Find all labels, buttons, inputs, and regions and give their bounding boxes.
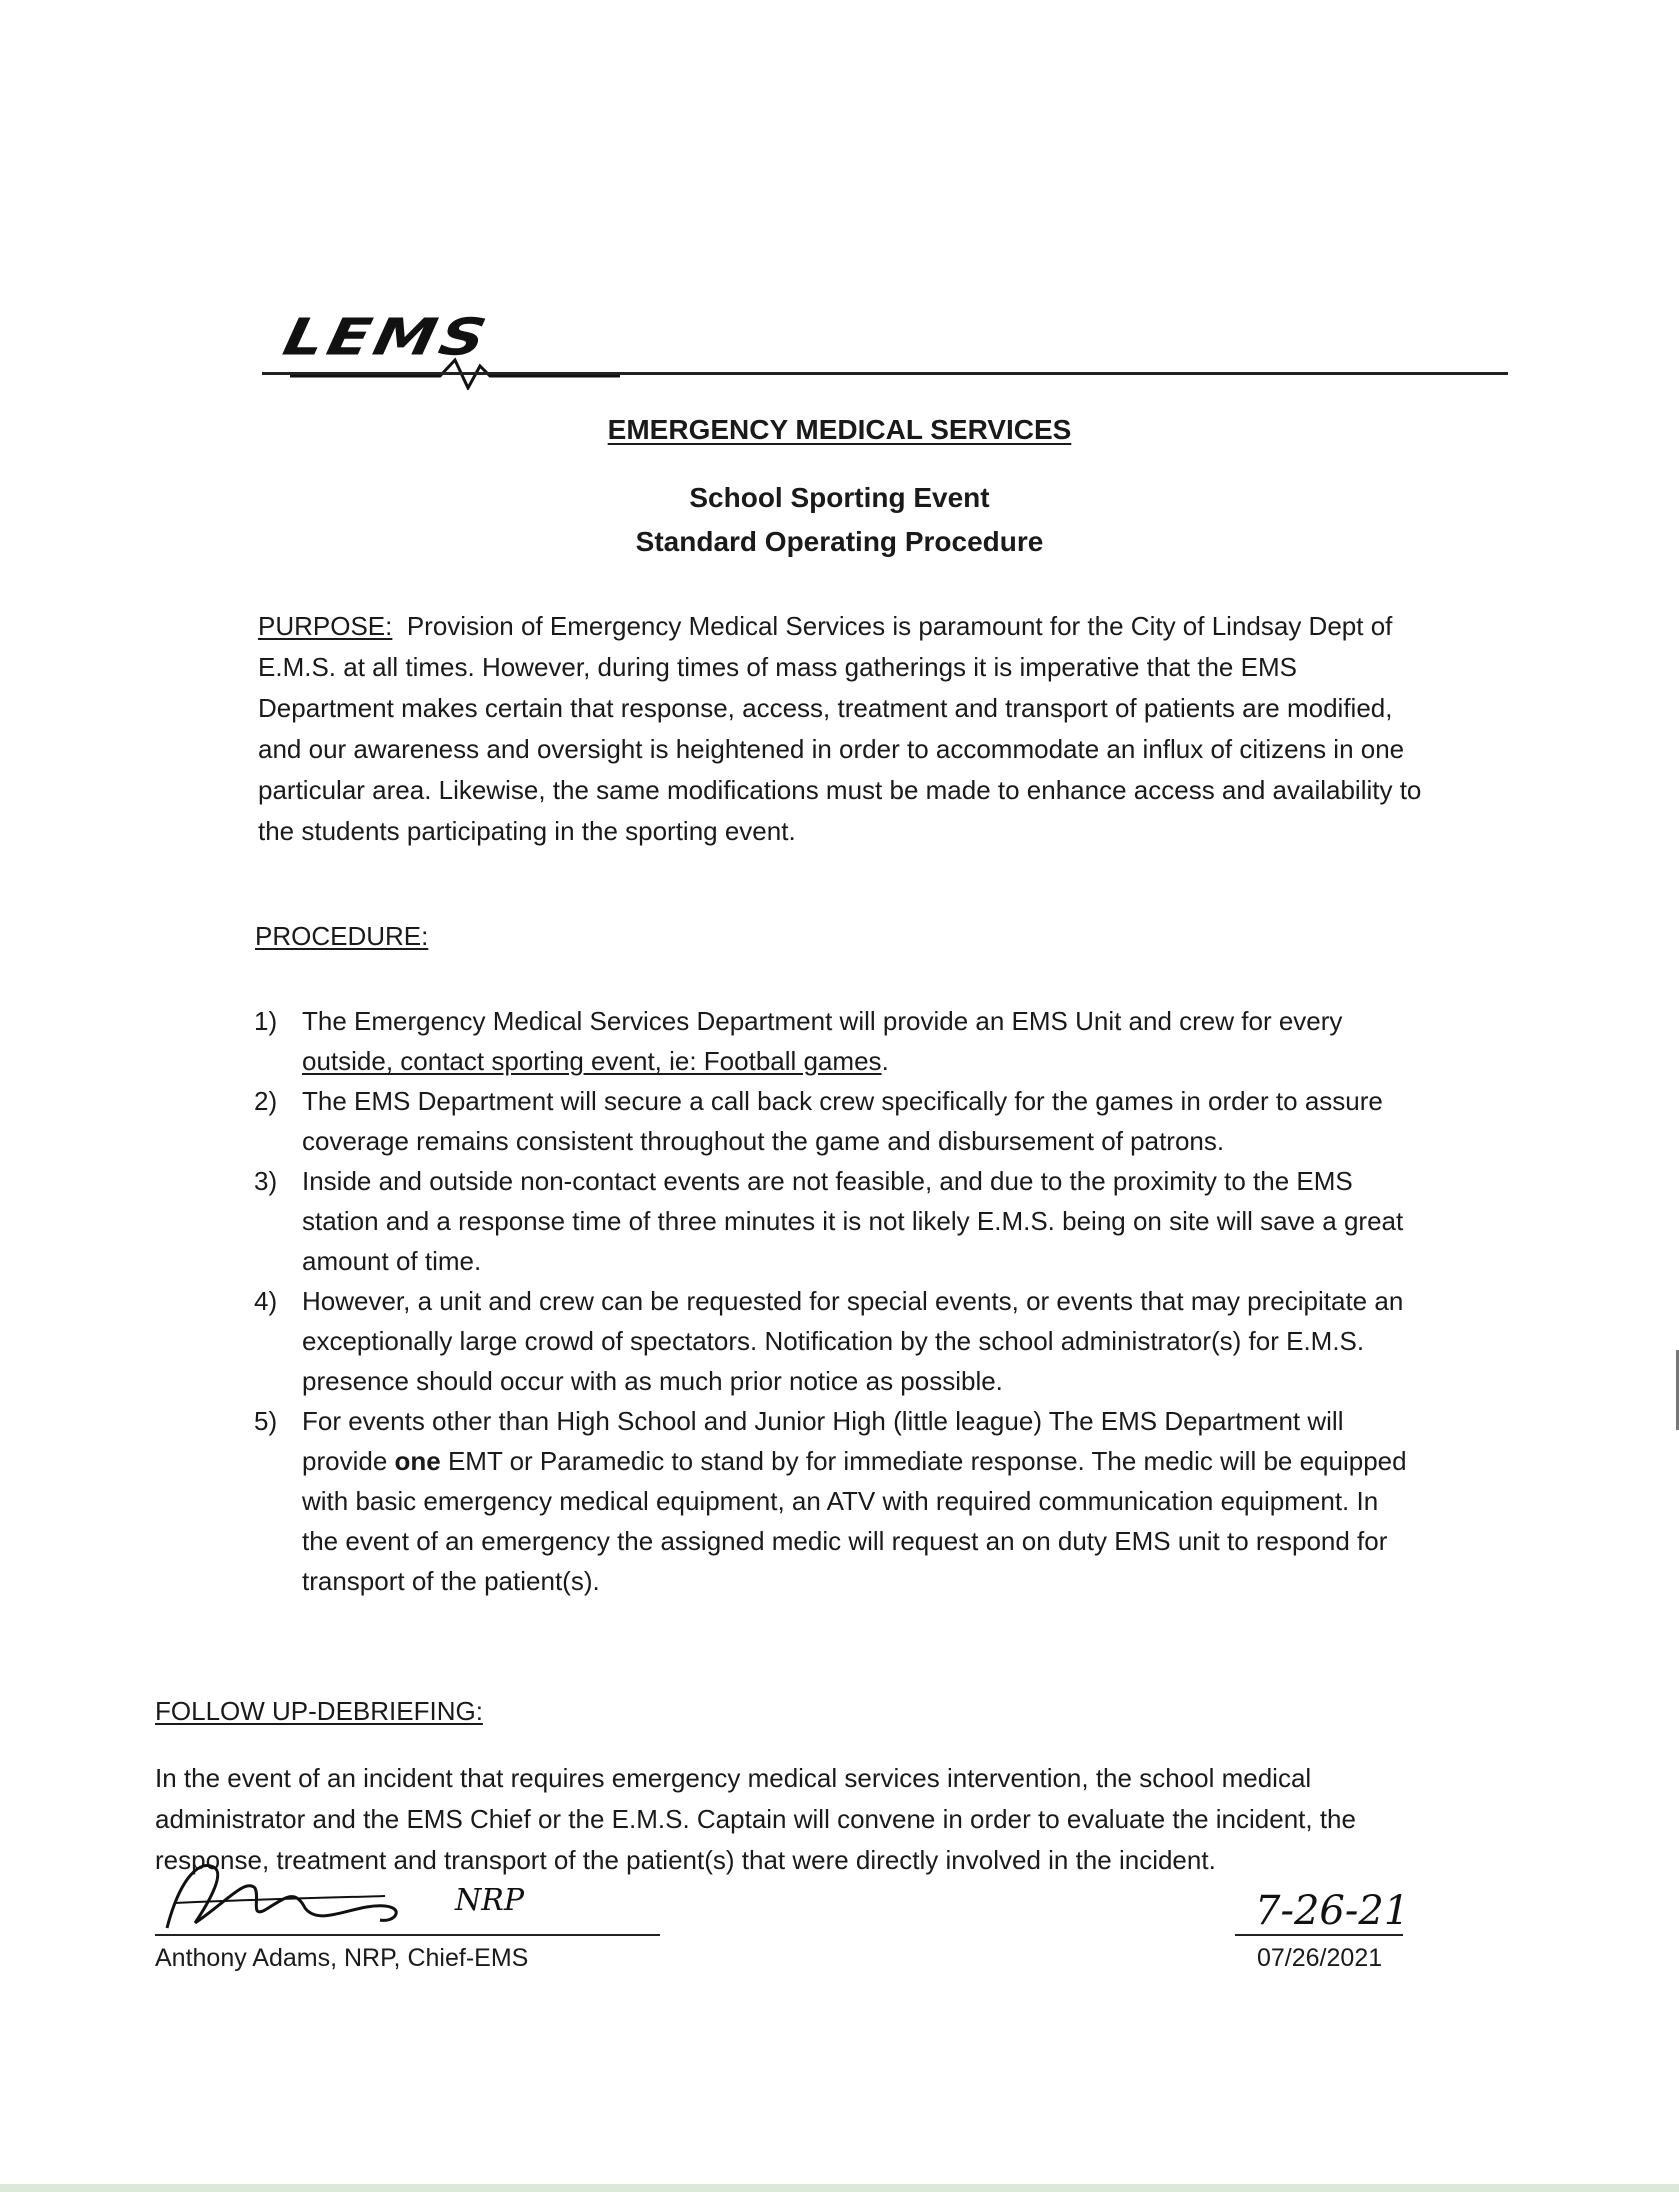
document-subtitle-1: School Sporting Event xyxy=(689,482,990,513)
typed-date: 07/26/2021 xyxy=(1257,1944,1383,1972)
purpose-text: Provision of Emergency Medical Services is paramount for the City of Lindsay Dept of E.M.S. at all times. However, during times of mass gatherings it is imperative that the EMS Department makes certain that response, access, treatment and transport of patients are modified, and our awareness and oversight is heightened in order to accommodate an influx of citizens in one particular area. Likewise, the same modifications must be made to enhance access and availability to the students participating in the sporting event. xyxy=(258,611,1422,846)
handwritten-date: 7-26-21 xyxy=(1255,1888,1410,1934)
signature-suffix: NRP xyxy=(455,1883,525,1918)
scan-bottom-band xyxy=(0,2184,1679,2192)
item-text: The Emergency Medical Services Department will provide an EMS Unit and crew for every xyxy=(302,1006,1343,1036)
item-text-end: . xyxy=(881,1046,889,1076)
procedure-item-1 xyxy=(254,1001,1414,1081)
follow-up-paragraph: In the event of an incident that requires emergency medical services intervention, the school medical administrator and the EMS Chief or the E.M.S. Captain will convene in order to evaluate the incident, the response, treatment and transport of the patient(s) that were directly involved in the incident. xyxy=(155,1763,1356,1875)
item-number: 3) xyxy=(254,1166,278,1196)
item-number: 2) xyxy=(254,1086,278,1116)
item-text-bold: one xyxy=(394,1446,441,1476)
procedure-list xyxy=(254,1001,1414,1601)
logo-text: LEMS xyxy=(278,307,496,367)
item-text-end: EMT or Paramedic to stand by for immediate response. The medic will be equipped with basic emergency medical equipment, an ATV with required communication equipment. In the event of an emergency the assigned medic will request an on duty EMS unit to respond for transport of the patient(s). xyxy=(302,1446,1407,1596)
purpose-heading: PURPOSE: xyxy=(258,611,393,641)
procedure-heading: PROCEDURE: xyxy=(255,921,429,951)
handwritten-signature xyxy=(155,1848,595,1938)
department-title: EMERGENCY MEDICAL SERVICES xyxy=(607,414,1072,445)
item-text: The EMS Department will secure a call back crew specifically for the games in order to assure coverage remains consistent throughout the game and disbursement of patrons. xyxy=(302,1086,1383,1156)
header-rule xyxy=(262,372,1508,375)
procedure-item-2 xyxy=(254,1081,1414,1161)
procedure-item-3 xyxy=(254,1161,1414,1281)
procedure-item-4 xyxy=(254,1281,1414,1401)
item-text: Inside and outside non-contact events are not feasible, and due to the proximity to the EMS station and a response time of three minutes it is not likely E.M.S. being on site will save a great amount of time. xyxy=(302,1166,1404,1276)
signer-name: Anthony Adams, NRP, Chief-EMS xyxy=(155,1944,529,1972)
item-number: 1) xyxy=(254,1006,278,1036)
item-number: 4) xyxy=(254,1286,278,1316)
lems-logo xyxy=(278,307,620,390)
item-text: However, a unit and crew can be requested for special events, or events that may precipitate an exceptionally large crowd of spectators. Notification by the school administrator(s) for E.M.S. presence should occur with as much prior notice as possible. xyxy=(302,1286,1404,1396)
document-subtitle-2: Standard Operating Procedure xyxy=(635,526,1044,557)
follow-up-heading: FOLLOW UP-DEBRIEFING: xyxy=(155,1696,483,1726)
signature-line xyxy=(155,1934,660,1936)
item-text: For events other than High School and Junior High (little league) The EMS Department will provide xyxy=(302,1406,1344,1476)
date-line xyxy=(1235,1934,1403,1936)
procedure-item-5 xyxy=(254,1401,1414,1601)
purpose-paragraph xyxy=(258,606,1438,852)
item-number: 5) xyxy=(254,1406,278,1436)
item-text-underlined: outside, contact sporting event, ie: Football games xyxy=(302,1046,882,1076)
